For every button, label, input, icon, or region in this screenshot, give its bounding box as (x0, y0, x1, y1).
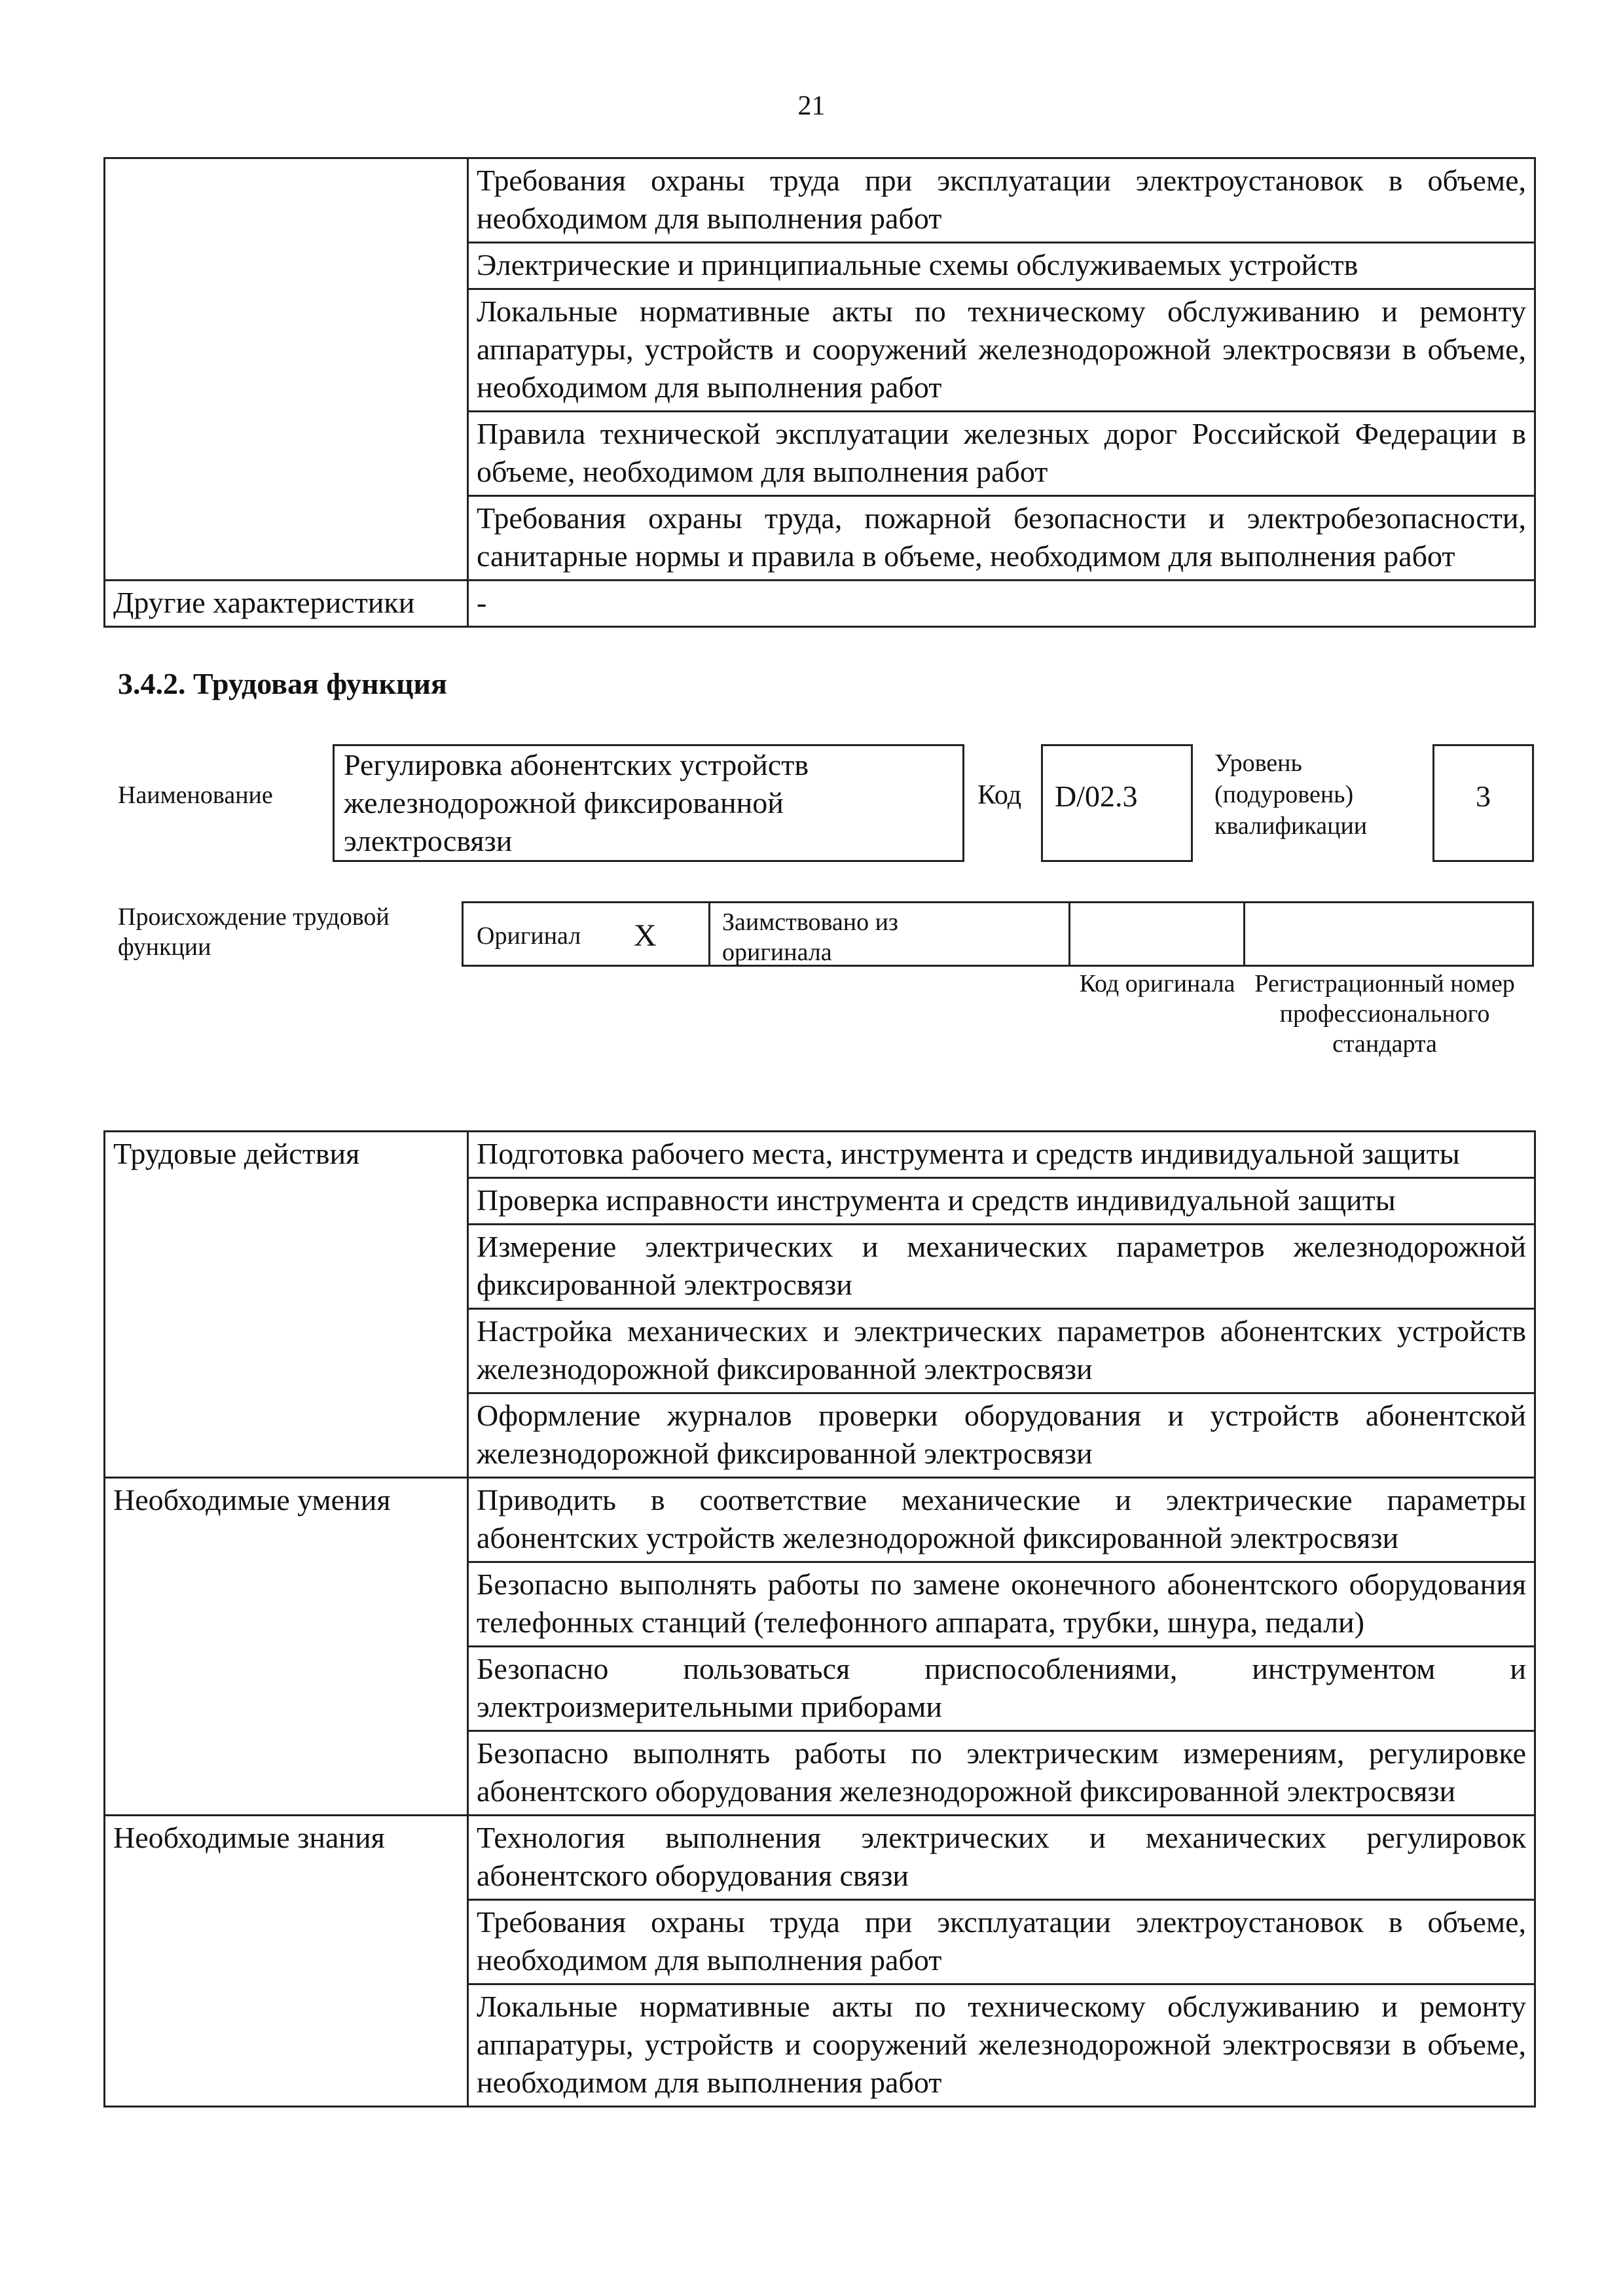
level-value: 3 (1476, 780, 1491, 813)
row-item-text: Безопасно пользоваться приспособлениями, инструментом и электроизмерительными приборами (468, 1647, 1535, 1731)
table-row (105, 158, 1535, 243)
borrowed-label: Заимствовано из оригинала (722, 908, 898, 966)
original-mark: X (634, 918, 657, 953)
row-item-text: - (468, 581, 1535, 627)
section-title: 3.4.2. Трудовая функция (118, 667, 447, 700)
knowledge-continuation-table (103, 157, 1536, 628)
row-item-text: Электрические и принципиальные схемы обслуживаемых устройств (468, 243, 1535, 289)
row-item-text: Технология выполнения электрических и механических регулировок абонентского оборудования связи (468, 1816, 1535, 1900)
row-item-text: Проверка исправности инструмента и средств индивидуальной защиты (468, 1178, 1535, 1225)
table-row (105, 581, 1535, 627)
table-row (105, 1132, 1535, 1178)
row-item-text: Правила технической эксплуатации железных дорог Российской Федерации в объеме, необходимом для выполнения работ (468, 412, 1535, 496)
row-item-text: Безопасно выполнять работы по замене оконечного абонентского оборудования телефонных станций (телефонного аппарата, трубки, шнура, педали) (468, 1562, 1535, 1647)
row-item-text: Оформление журналов проверки оборудования и устройств абонентской железнодорожной фиксированной электросвязи (468, 1393, 1535, 1478)
labor-function-table (103, 1130, 1536, 2108)
row-item-text: Приводить в соответствие механические и электрические параметры абонентских устройств железнодорожной фиксированной электросвязи (468, 1478, 1535, 1562)
level-label: Уровень (подуровень) квалификации (1214, 749, 1368, 840)
row-item-text: Требования охраны труда, пожарной безопасности и электробезопасности, санитарные нормы и правила в объеме, необходимом для выполнения работ (468, 496, 1535, 581)
level-box (1432, 744, 1534, 862)
table-row (105, 1478, 1535, 1562)
origin-label: Происхождение трудовой функции (118, 903, 390, 961)
row-item-text: Подготовка рабочего места, инструмента и средств индивидуальной защиты (468, 1132, 1535, 1178)
row-item-text: Локальные нормативные акты по техническому обслуживанию и ремонту аппаратуры, устройств и сооружений железнодорожной электросвязи в объеме, необходимом для выполнения работ (468, 1984, 1535, 2107)
table-row (105, 1816, 1535, 1900)
row-group-label: Другие характеристики (105, 581, 468, 627)
borrowed-cell (708, 901, 1070, 967)
row-group-label: Трудовые действия (105, 1132, 468, 1478)
function-name-box (333, 744, 964, 862)
row-group-label (105, 158, 468, 581)
row-item-text: Безопасно выполнять работы по электрическим измерениям, регулировке абонентского оборудования железнодорожной фиксированной электросвязи (468, 1731, 1535, 1816)
reg-number-cell (1243, 901, 1534, 967)
name-label: Наименование (118, 781, 273, 809)
original-code-cell (1068, 901, 1245, 967)
row-item-text: Требования охраны труда при эксплуатации электроустановок в объеме, необходимом для выполнения работ (468, 158, 1535, 243)
code-value: D/02.3 (1055, 780, 1138, 813)
row-item-text: Настройка механических и электрических параметров абонентских устройств железнодорожной фиксированной электросвязи (468, 1309, 1535, 1393)
row-group-label: Необходимые умения (105, 1478, 468, 1816)
row-item-text: Требования охраны труда при эксплуатации электроустановок в объеме, необходимом для выполнения работ (468, 1900, 1535, 1984)
row-group-label: Необходимые знания (105, 1816, 468, 2107)
code-box (1041, 744, 1193, 862)
row-item-text: Локальные нормативные акты по техническому обслуживанию и ремонту аппаратуры, устройств и сооружений железнодорожной электросвязи в объеме, необходимом для выполнения работ (468, 289, 1535, 412)
function-name: Регулировка абонентских устройств железнодорожной фиксированной электросвязи (344, 748, 809, 857)
code-label: Код (977, 780, 1022, 810)
page-number: 21 (797, 91, 826, 121)
row-item-text: Измерение электрических и механических параметров железнодорожной фиксированной электросвязи (468, 1225, 1535, 1309)
code-caption: Код оригинала (1079, 970, 1235, 997)
reg-caption: Регистрационный номер профессионального стандарта (1254, 970, 1515, 1058)
original-label: Оригинал (477, 922, 581, 950)
original-cell (462, 901, 710, 967)
